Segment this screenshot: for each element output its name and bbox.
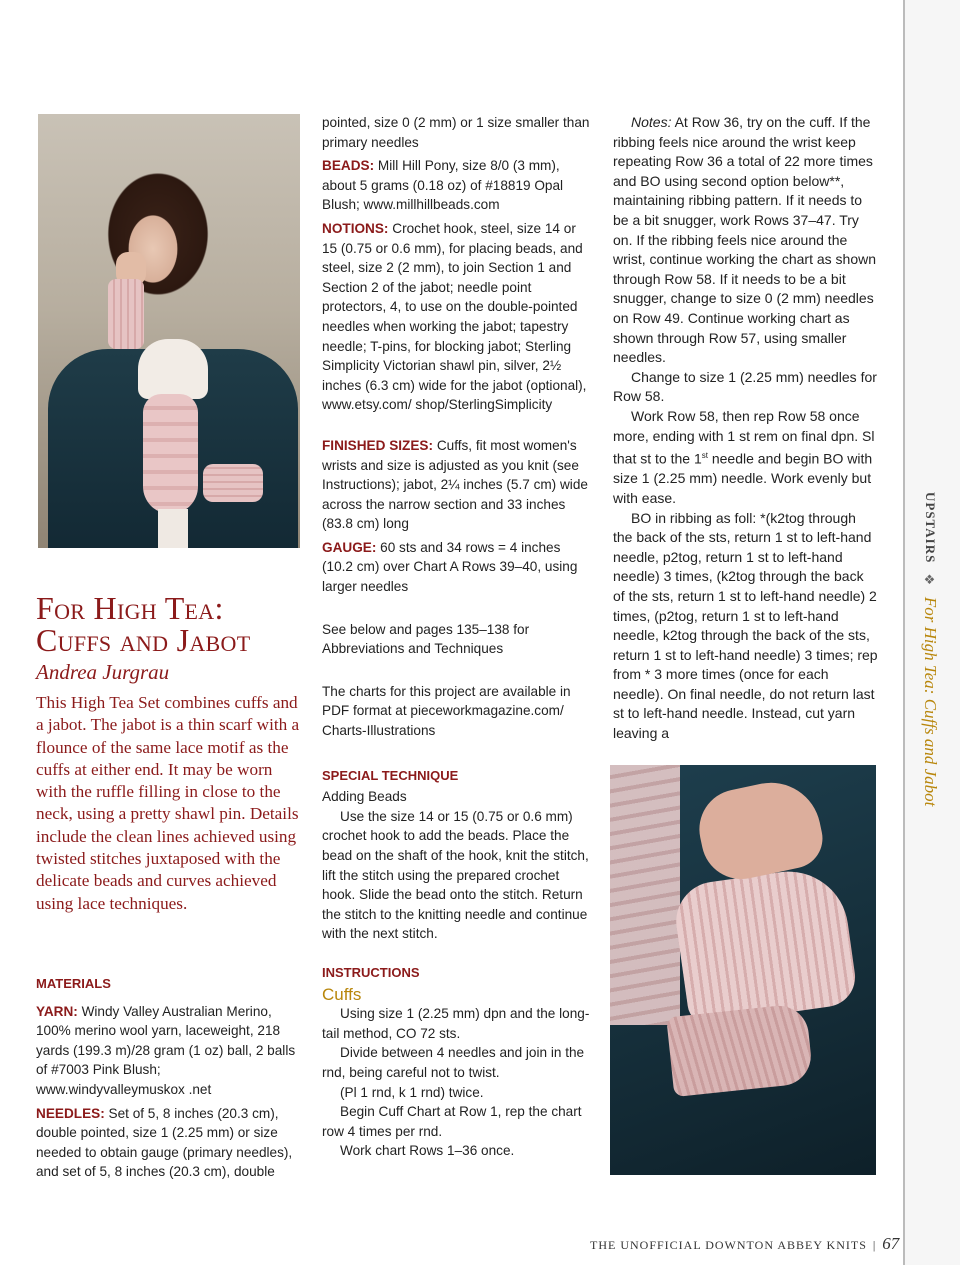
sidebar-divider bbox=[903, 0, 905, 1265]
footer-divider: | bbox=[872, 1238, 877, 1252]
technique-subheading: Adding Beads bbox=[322, 789, 407, 805]
publication-title: THE UNOFFICIAL DOWNTON ABBEY KNITS bbox=[590, 1238, 867, 1252]
needles-spec-cont: pointed, size 0 (2 mm) or 1 size smaller than primary needles bbox=[322, 115, 590, 150]
materials-left bbox=[36, 974, 298, 1182]
instructions-heading: INSTRUCTIONS bbox=[322, 964, 420, 980]
running-title: For High Tea: Cuffs and Jabot bbox=[921, 596, 940, 807]
author-name: Andrea Jurgrau bbox=[36, 660, 170, 684]
cuff-detail-photo bbox=[610, 765, 876, 1175]
materials-middle bbox=[322, 113, 590, 1161]
page-number: 67 bbox=[882, 1234, 900, 1253]
instruction-step-6: Change to size 1 (2.25 mm) needles for Row 58. bbox=[613, 368, 877, 405]
running-head bbox=[918, 492, 940, 807]
title-line-1: For High Tea: bbox=[36, 590, 224, 626]
page-footer bbox=[590, 1234, 899, 1254]
technique-heading: SPECIAL TECHNIQUE bbox=[322, 767, 459, 783]
technique-text: Use the size 14 or 15 (0.75 or 0.6 mm) crochet hook to add the beads. Place the bead on the shaft of the hook, knit the stitch, lift the stitch using the prepared crochet hook. Slide the bead onto the stitch. Return the stitch to the knitting needle and continue with the next stitch. bbox=[322, 808, 589, 942]
instruction-step-5: Work chart Rows 1–36 once. bbox=[340, 1143, 515, 1159]
section-name: UPSTAIRS bbox=[923, 492, 938, 564]
instruction-step-1: Using size 1 (2.25 mm) dpn and the long-tail method, CO 72 sts. bbox=[322, 1006, 590, 1041]
cuffs-subheading: Cuffs bbox=[322, 984, 362, 1004]
beads-spec: BEADS: Mill Hill Pony, size 8/0 (3 mm), about 5 grams (0.18 oz) of #18819 Opal Blush; www.millhillbeads.com bbox=[322, 158, 564, 213]
instruction-step-4: Begin Cuff Chart at Row 1, rep the chart row 4 times per rnd. bbox=[322, 1104, 582, 1139]
instruction-step-2: Divide between 4 needles and join in the rnd, being careful not to twist. bbox=[322, 1045, 585, 1080]
article-title bbox=[36, 592, 306, 656]
fitting-notes: Notes: At Row 36, try on the cuff. If the ribbing feels nice around the wrist keep repeating Row 36 a total of 22 more times and BO using second option below**, maintaining ribbing pattern. If it needs to be a bit snugger, work Rows 37–47. Try on. If the ribbing feels nice around the wrist, continue working the chart as shown through Row 58. If it needs to be a bit snugger, change to size 0 (2 mm) needles on Row 49. Continue working chart as shown through Row 57, using smaller needles. bbox=[613, 114, 877, 366]
abbreviations-note: See below and pages 135–138 for Abbreviations and Techniques bbox=[322, 621, 530, 657]
materials-heading: MATERIALS bbox=[36, 976, 111, 991]
gauge-spec: GAUGE: 60 sts and 34 rows = 4 inches (10.2 cm) over Chart A Rows 39–40, using larger needles bbox=[322, 539, 578, 595]
yarn-spec: YARN: Windy Valley Australian Merino, 100% merino wool yarn, laceweight, 218 yards (199.3 m)/28 gram (1 oz) ball, 2 balls of #7003 Pink Blush; www.windyvalleymuskox .net bbox=[36, 1003, 296, 1097]
instruction-step-3: (Pl 1 rnd, k 1 rnd) twice. bbox=[340, 1084, 484, 1100]
finished-sizes-spec: FINISHED SIZES: Cuffs, fit most women's wrists and size is adjusted as you knit (see Instructions); jabot, 2¼ inches (5.7 cm) wide across the narrow section and 33 inches (83.8 cm) long bbox=[322, 437, 588, 532]
intro-paragraph: This High Tea Set combines cuffs and a jabot. The jabot is a thin scarf with a flounce of the same lace motif as the cuffs at either end. It may be worn with the ruffle filling in close to the neck, using a pretty shawl pin. Details include the clean lines achieved using twisted stitches juxtaposed with the delicate beads and curves achieved using lace techniques. bbox=[36, 693, 300, 913]
instruction-step-7: Work Row 58, then rep Row 58 once more, ending with 1 st rem on final dpn. Sl that st to the 1st needle and begin BO with size 1 (2.25 mm) needle. Work evenly but with ease. bbox=[613, 407, 875, 506]
model-portrait-photo bbox=[38, 114, 300, 548]
bind-off-instructions: BO in ribbing as foll: *(k2tog through the back of the sts, return 1 st to left-hand needle, p2tog, return 1 st to left-hand needle) 3 times, (k2tog through the back of the sts, return 1 st to left-hand needle) 2 times, (p2tog, return 1 st to left-hand needle, k2tog through the back of the sts, return 1 st to left-hand needle) 3 times; rep from * 3 more times (once for each needle). On final needle, do not return last st to left-hand needle. Instead, cut yarn leaving a bbox=[613, 509, 878, 742]
fleuron-icon: ❖ bbox=[923, 572, 938, 588]
title-line-2: Cuffs and Jabot bbox=[36, 622, 251, 658]
instructions-right bbox=[613, 113, 879, 744]
notions-spec: NOTIONS: Crochet hook, steel, size 14 or 15 (0.75 or 0.6 mm), for placing beads, and steel, size 2 (2 mm), to join Section 1 and Section 2 of the jabot; needle point protectors, 4, to use on the double-pointed needles when working the jabot; tapestry needle; T-pins, for blocking jabot; Sterling Simplicity Victorian shawl pin, silver, 2½ inches (6.3 cm) wide for the jabot (optional), www.etsy.com/ shop/SterlingSimplicity bbox=[322, 220, 587, 413]
charts-note: The charts for this project are available in PDF format at pieceworkmagazine.com/ Charts-Illustrations bbox=[322, 683, 571, 739]
needles-spec: NEEDLES: Set of 5, 8 inches (20.3 cm), double pointed, size 1 (2.25 mm) or size needed to obtain gauge (primary needles), and set of 5, 8 inches (20.3 cm), double bbox=[36, 1105, 293, 1180]
